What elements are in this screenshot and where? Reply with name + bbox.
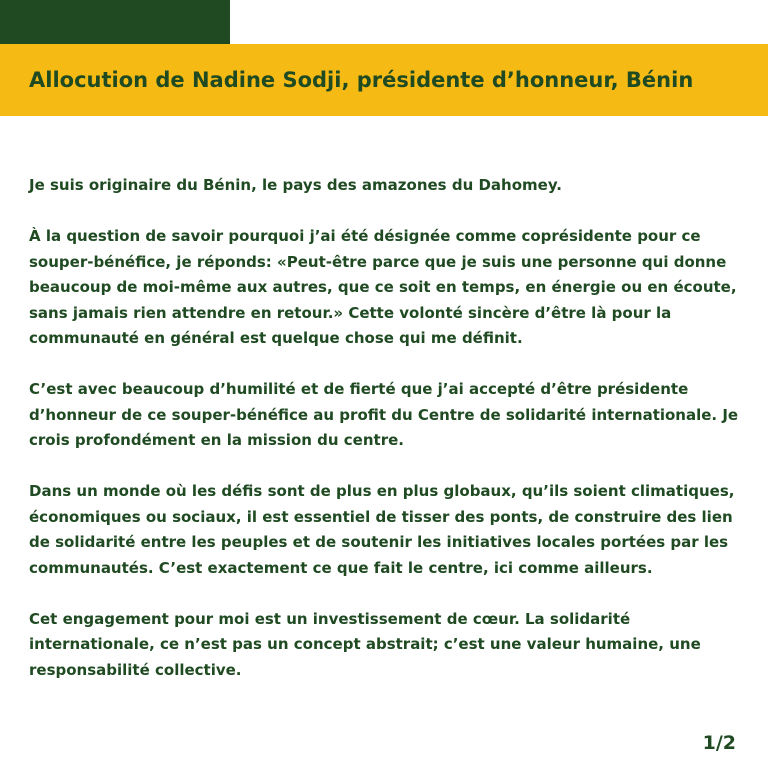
page-number: 1/2 xyxy=(702,732,736,754)
top-accent-bar xyxy=(0,0,230,44)
speech-body xyxy=(29,173,745,683)
paragraph-engagement: Cet engagement pour moi est un investissement de cœur. La solidarité internationale, ce n’est pas un concept abstrait; c’est une valeur humaine, une responsabilité collective. xyxy=(29,609,701,679)
paragraph-designation: À la question de savoir pourquoi j’ai été désignée comme coprésidente pour ce souper-bénéfice, je réponds: «Peut-être parce que je suis une personne qui donne beaucoup de moi-même aux autres, que ce soit en temps, en énergie ou en écoute, sans jamais rien attendre en retour.» Cette volonté sincère d’être là pour la communauté en général est quelque chose qui me définit. xyxy=(29,227,737,347)
title-banner xyxy=(0,44,768,116)
page-title: Allocution de Nadine Sodji, présidente d’honneur, Bénin xyxy=(29,68,694,92)
paragraph-origin: Je suis originaire du Bénin, le pays des amazones du Dahomey. xyxy=(29,176,562,194)
paragraph-acceptance: C’est avec beaucoup d’humilité et de fierté que j’ai accepté d’être présidente d’honneur de ce souper-bénéfice au profit du Centre de solidarité internationale. Je crois profondément en la mission du centre. xyxy=(29,380,739,449)
paragraph-global-challenges: Dans un monde où les défis sont de plus en plus globaux, qu’ils soient climatiques, économiques ou sociaux, il est essentiel de tisser des ponts, de construire des lien de solidarité entre les peuples et de soutenir les initiatives locales portées par les communautés. C’est exactement ce que fait le centre, ici comme ailleurs. xyxy=(29,482,735,577)
